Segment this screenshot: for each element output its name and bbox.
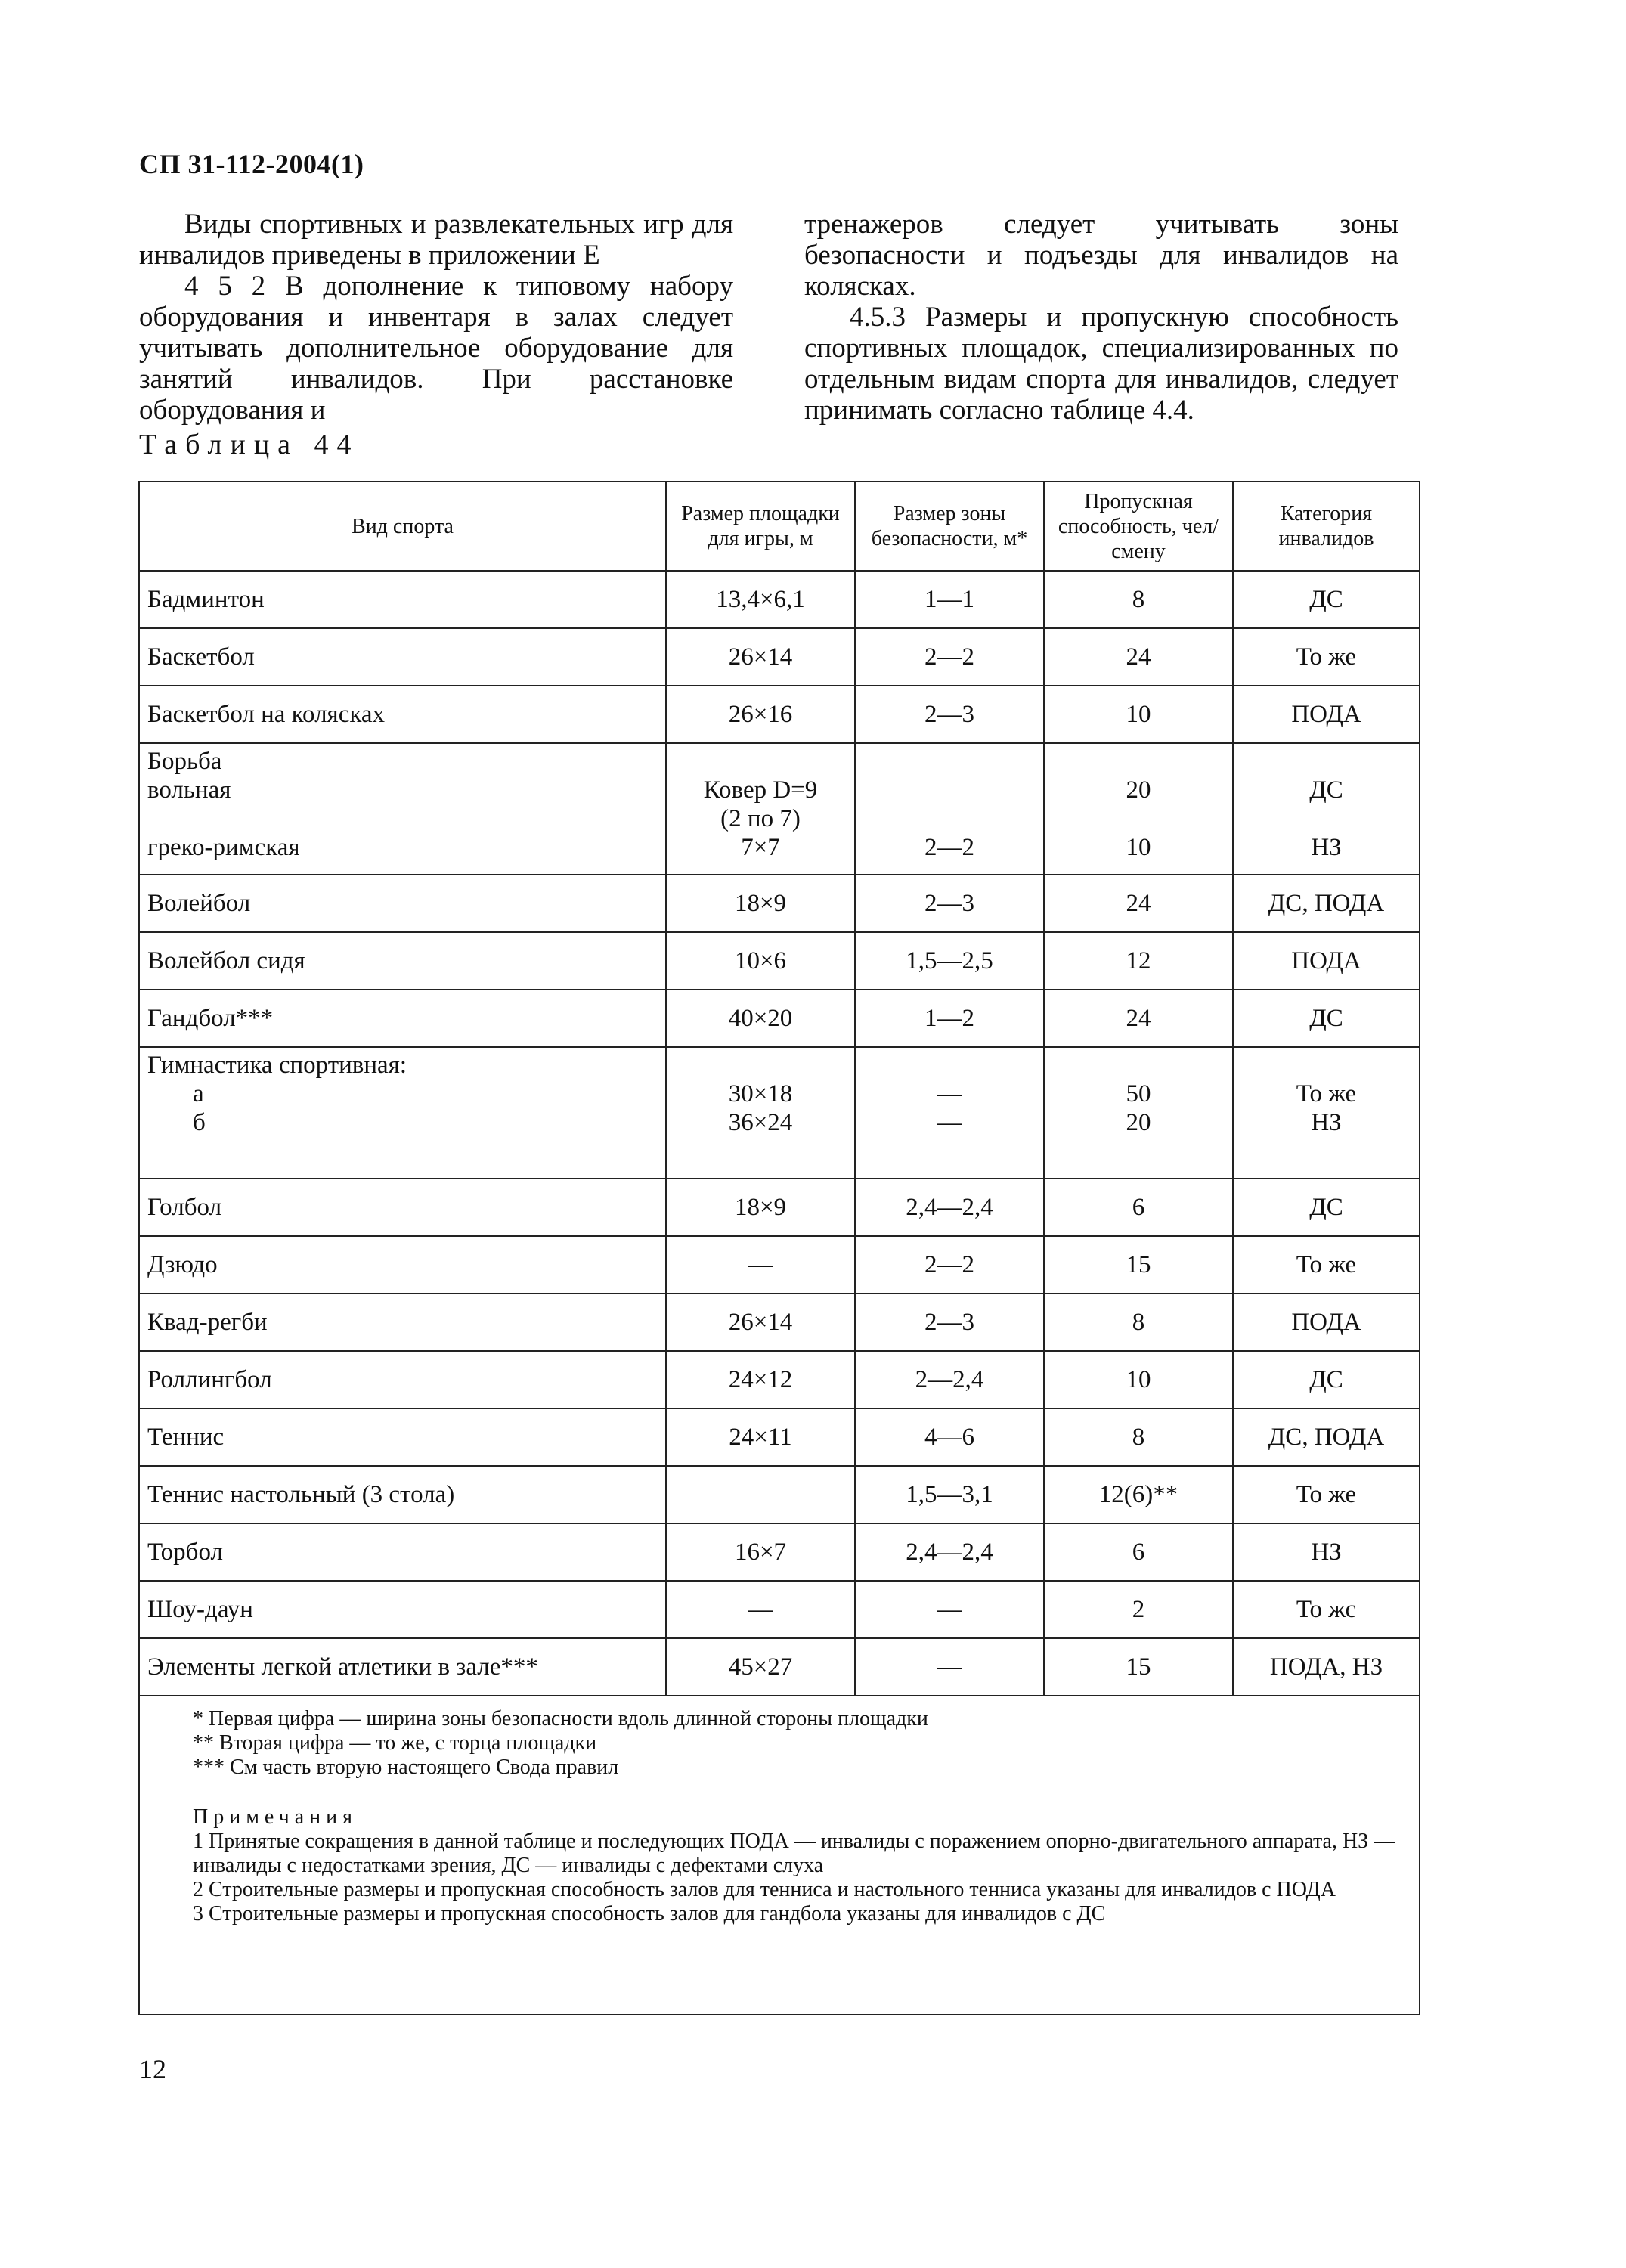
sport-subtype: а <box>193 1080 204 1108</box>
sport-name: Гимнастика спортивная: <box>147 1052 407 1079</box>
cell-zone: 2,4—2,4 <box>855 1523 1044 1581</box>
cell-sport: Гандбол*** <box>139 990 666 1047</box>
cell-capacity: 6 <box>1044 1179 1233 1236</box>
cell-size <box>666 1466 855 1523</box>
cell-category: ДС <box>1233 1179 1420 1236</box>
spacer <box>1234 804 1419 833</box>
category-value: То же <box>1296 1080 1357 1108</box>
cell-zone: 2—2 <box>855 628 1044 686</box>
sport-subtype: вольная <box>147 776 231 804</box>
spacer <box>1045 1051 1232 1080</box>
cell-category <box>1233 1047 1420 1179</box>
cell-sport: Волейбол сидя <box>139 932 666 990</box>
table-caption: Таблица 44 <box>139 429 360 460</box>
spacer <box>147 1780 1416 1805</box>
paragraph: тренажеров следует учитывать зоны безопасности и подъезды для инвалидов на колясках. <box>804 209 1398 302</box>
cell-zone: 2—3 <box>855 1294 1044 1351</box>
sport-name: Борьба <box>147 748 222 775</box>
sport-subtype: б <box>193 1109 206 1136</box>
cell-sport: Шоу-даун <box>139 1581 666 1638</box>
document-header: СП 31-112-2004(1) <box>139 149 364 179</box>
table-row <box>139 1638 1420 1696</box>
cell-category: То же <box>1233 1236 1420 1294</box>
zone-value: — <box>937 1109 962 1136</box>
spacer <box>856 1051 1043 1080</box>
cell-capacity <box>1044 743 1233 875</box>
cell-zone: — <box>855 1638 1044 1696</box>
cell-sport: Дзюдо <box>139 1236 666 1294</box>
right-column <box>804 209 1398 426</box>
cell-sport: Теннис <box>139 1408 666 1466</box>
cell-sport: Баскетбол <box>139 628 666 686</box>
footnote: * Первая цифра — ширина зоны безопасности вдоль длинной стороны площадки <box>193 1707 928 1730</box>
cell-capacity: 6 <box>1044 1523 1233 1581</box>
spacer <box>1045 804 1232 833</box>
table-row <box>139 571 1420 628</box>
cell-capacity: 10 <box>1044 686 1233 743</box>
cell-size: 18×9 <box>666 875 855 932</box>
header-category: Категория инвалидов <box>1233 482 1420 571</box>
cell-size: 24×12 <box>666 1351 855 1408</box>
spacer <box>667 747 854 776</box>
spacer <box>1234 1051 1419 1080</box>
cell-category: То же <box>1233 1466 1420 1523</box>
cell-sport: Бадминтон <box>139 571 666 628</box>
size-value: 36×24 <box>728 1109 793 1136</box>
table-row <box>139 628 1420 686</box>
cell-capacity: 24 <box>1044 990 1233 1047</box>
table-row <box>139 1351 1420 1408</box>
cell-capacity: 24 <box>1044 875 1233 932</box>
cell-size: 16×7 <box>666 1523 855 1581</box>
cell-sport: Квад-регби <box>139 1294 666 1351</box>
table-row <box>139 1408 1420 1466</box>
sports-table <box>138 481 1420 2015</box>
cell-sport: Голбол <box>139 1179 666 1236</box>
table-header-row <box>139 482 1420 571</box>
cell-size <box>666 1047 855 1179</box>
table-row <box>139 1581 1420 1638</box>
table-row <box>139 1236 1420 1294</box>
capacity-value: 50 <box>1126 1080 1151 1108</box>
header-sport: Вид спорта <box>139 482 666 571</box>
cell-size: — <box>666 1581 855 1638</box>
spacer <box>1234 747 1419 776</box>
cell-category: То же <box>1233 628 1420 686</box>
cell-category: ПОДА <box>1233 686 1420 743</box>
paragraph: 4 5 2 В дополнение к типовому набору оборудования и инвентаря в залах следует учитывать дополнительное оборудование для занятий инвалидов. При расстановке оборудования и <box>139 271 733 426</box>
footnote: ** Вторая цифра — то же, с торца площадки <box>193 1731 597 1755</box>
cell-size: 40×20 <box>666 990 855 1047</box>
table-row <box>139 932 1420 990</box>
cell-category: ДС <box>1233 1351 1420 1408</box>
spacer <box>667 1051 854 1080</box>
footnote: *** См часть вторую настоящего Свода правил <box>193 1755 619 1779</box>
header-capacity: Пропускная способность, чел/смену <box>1044 482 1233 571</box>
note: 2 Строительные размеры и пропускная способность залов для тенниса и настольного тенниса указаны для инвалидов с ПОДА <box>193 1878 1336 1901</box>
note: 1 Принятые сокращения в данной таблице и последующих ПОДА — инвалиды с поражением опорно-двигательного аппарата, НЗ — инвалиды с недостатками зрения, ДС — инвалиды с дефектами слуха <box>193 1830 1395 1877</box>
cell-sport: Роллингбол <box>139 1351 666 1408</box>
cell-capacity <box>1044 1047 1233 1179</box>
cell-category: ДС <box>1233 990 1420 1047</box>
cell-sport: Волейбол <box>139 875 666 932</box>
capacity-value: 10 <box>1126 834 1151 861</box>
cell-category: То жс <box>1233 1581 1420 1638</box>
spacer <box>856 776 1043 804</box>
cell-capacity: 2 <box>1044 1581 1233 1638</box>
cell-category: ДС, ПОДА <box>1233 875 1420 932</box>
cell-zone: 2—3 <box>855 686 1044 743</box>
table-row <box>139 990 1420 1047</box>
spacer <box>1045 747 1232 776</box>
table-row <box>139 1523 1420 1581</box>
cell-size: 45×27 <box>666 1638 855 1696</box>
note: 3 Строительные размеры и пропускная способность залов для гандбола указаны для инвалидов с ДС <box>193 1902 1106 1926</box>
cell-size: 18×9 <box>666 1179 855 1236</box>
page-number: 12 <box>139 2054 166 2084</box>
cell-zone: 1—1 <box>855 571 1044 628</box>
category-value: НЗ <box>1311 834 1342 861</box>
cell-size: 13,4×6,1 <box>666 571 855 628</box>
table-row <box>139 1466 1420 1523</box>
cell-category: ПОДА <box>1233 1294 1420 1351</box>
header-zone: Размер зоны безопасности, м* <box>855 482 1044 571</box>
cell-capacity: 10 <box>1044 1351 1233 1408</box>
size-value: Ковер D=9 <box>703 776 818 804</box>
spacer <box>856 804 1043 833</box>
cell-capacity: 8 <box>1044 1294 1233 1351</box>
cell-capacity: 8 <box>1044 571 1233 628</box>
footnotes-cell <box>139 1696 1420 2015</box>
capacity-value: 20 <box>1126 776 1151 804</box>
zone-value: 2—2 <box>924 834 974 861</box>
cell-zone: — <box>855 1581 1044 1638</box>
size-value: (2 по 7) <box>720 805 801 832</box>
cell-capacity: 12(6)** <box>1044 1466 1233 1523</box>
spacer <box>147 804 665 833</box>
cell-size: 24×11 <box>666 1408 855 1466</box>
cell-sport: Торбол <box>139 1523 666 1581</box>
cell-sport <box>139 743 666 875</box>
cell-zone: 2—2,4 <box>855 1351 1044 1408</box>
zone-value: — <box>937 1080 962 1108</box>
cell-capacity: 15 <box>1044 1638 1233 1696</box>
table-row <box>139 1294 1420 1351</box>
paragraph: 4.5.3 Размеры и пропускную способность спортивных площадок, специализированных по отдельным видам спорта для инвалидов, следует принимать согласно таблице 4.4. <box>804 302 1398 426</box>
cell-sport: Элементы легкой атлетики в зале*** <box>139 1638 666 1696</box>
cell-zone: 2—2 <box>855 1236 1044 1294</box>
cell-zone: 2,4—2,4 <box>855 1179 1044 1236</box>
cell-category <box>1233 743 1420 875</box>
cell-capacity: 12 <box>1044 932 1233 990</box>
cell-zone <box>855 743 1044 875</box>
cell-category: ПОДА <box>1233 932 1420 990</box>
sport-subtype: греко-римская <box>147 834 300 861</box>
size-value: 7×7 <box>741 834 780 861</box>
table-row <box>139 1179 1420 1236</box>
cell-capacity: 24 <box>1044 628 1233 686</box>
cell-category: ДС, ПОДА <box>1233 1408 1420 1466</box>
cell-size <box>666 743 855 875</box>
cell-size: 26×14 <box>666 1294 855 1351</box>
table-footnotes-row <box>139 1696 1420 2015</box>
cell-size: — <box>666 1236 855 1294</box>
cell-capacity: 8 <box>1044 1408 1233 1466</box>
cell-category: ПОДА, НЗ <box>1233 1638 1420 1696</box>
cell-size: 10×6 <box>666 932 855 990</box>
cell-zone: 4—6 <box>855 1408 1044 1466</box>
size-value: 30×18 <box>728 1080 793 1108</box>
category-value: НЗ <box>1311 1109 1342 1136</box>
cell-sport <box>139 1047 666 1179</box>
cell-category: НЗ <box>1233 1523 1420 1581</box>
cell-zone: 1,5—3,1 <box>855 1466 1044 1523</box>
table-row-gymnastics <box>139 1047 1420 1179</box>
cell-size: 26×16 <box>666 686 855 743</box>
table-row <box>139 686 1420 743</box>
cell-sport: Баскетбол на колясках <box>139 686 666 743</box>
table-row <box>139 875 1420 932</box>
cell-zone: 1—2 <box>855 990 1044 1047</box>
table-row-wrestling <box>139 743 1420 875</box>
cell-sport: Теннис настольный (3 стола) <box>139 1466 666 1523</box>
cell-zone: 2—3 <box>855 875 1044 932</box>
spacer <box>856 747 1043 776</box>
cell-zone <box>855 1047 1044 1179</box>
cell-capacity: 15 <box>1044 1236 1233 1294</box>
cell-zone: 1,5—2,5 <box>855 932 1044 990</box>
header-size: Размер площадки для игры, м <box>666 482 855 571</box>
left-column <box>139 209 733 426</box>
cell-size: 26×14 <box>666 628 855 686</box>
cell-category: ДС <box>1233 571 1420 628</box>
notes-title: Примечания <box>193 1805 358 1829</box>
paragraph: Виды спортивных и развлекательных игр для инвалидов приведены в приложении Е <box>139 209 733 271</box>
category-value: ДС <box>1309 776 1343 804</box>
capacity-value: 20 <box>1126 1109 1151 1136</box>
